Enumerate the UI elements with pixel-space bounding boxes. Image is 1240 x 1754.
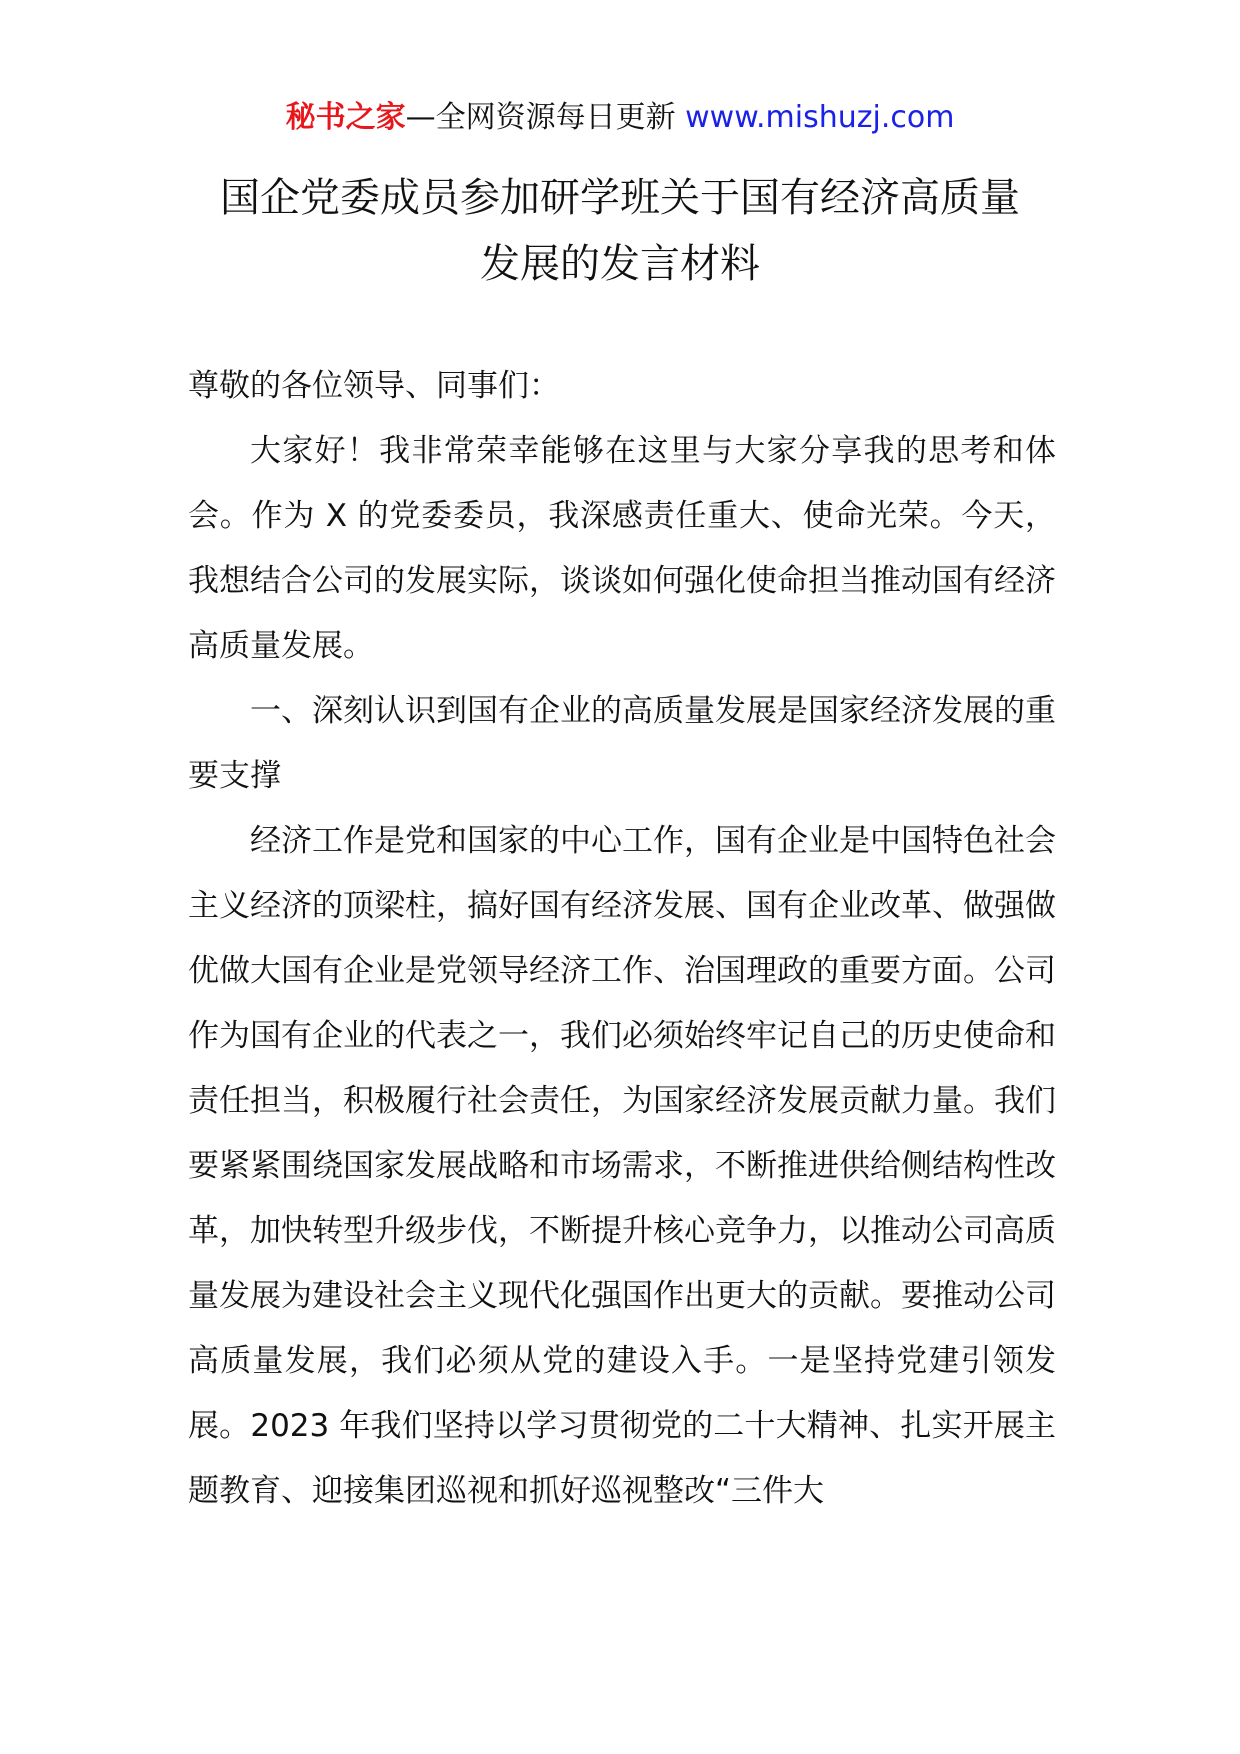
site-url-link[interactable]: www.mishuzj.com [685, 100, 955, 135]
site-header [0, 98, 1240, 138]
document-title [140, 165, 1100, 297]
paragraph-section-1: 经济工作是党和国家的中心工作，国有企业是中国特色社会主义经济的顶梁柱，搞好国有经济发展、国有企业改革、做强做优做大国有企业是党领导经济工作、治国理政的重要方面。公司作为国有企业的代表之一，我们必须始终牢记自己的历史使命和责任担当，积极履行社会责任，为国家经济发展贡献力量。我们要紧紧围绕国家发展战略和市场需求，不断推进供给侧结构性改革，加快转型升级步伐，不断提升核心竞争力，以推动公司高质量发展为建设社会主义现代化强国作出更大的贡献。要推动公司高质量发展，我们必须从党的建设入手。一是坚持党建引领发展。2023 年我们坚持以学习贯彻党的二十大精神、扎实开展主题教育、迎接集团巡视和抓好巡视整改“三件大 [188, 823, 1056, 1509]
site-tagline: —全网资源每日更新 [405, 100, 676, 135]
salutation: 尊敬的各位领导、同事们： [188, 368, 560, 404]
section-heading-1: 一、深刻认识到国有企业的高质量发展是国家经济发展的重要支撑 [188, 693, 1056, 794]
document-body [188, 354, 1056, 1524]
site-brand: 秘书之家 [285, 100, 406, 135]
title-line-1: 国企党委成员参加研学班关于国有经济高质量 [220, 175, 1020, 221]
paragraph-opening: 大家好！我非常荣幸能够在这里与大家分享我的思考和体会。作为 X 的党委委员，我深感责任重大、使命光荣。今天，我想结合公司的发展实际，谈谈如何强化使命担当推动国有经济高质量发展。 [188, 433, 1056, 664]
title-line-2: 发展的发言材料 [480, 241, 760, 287]
